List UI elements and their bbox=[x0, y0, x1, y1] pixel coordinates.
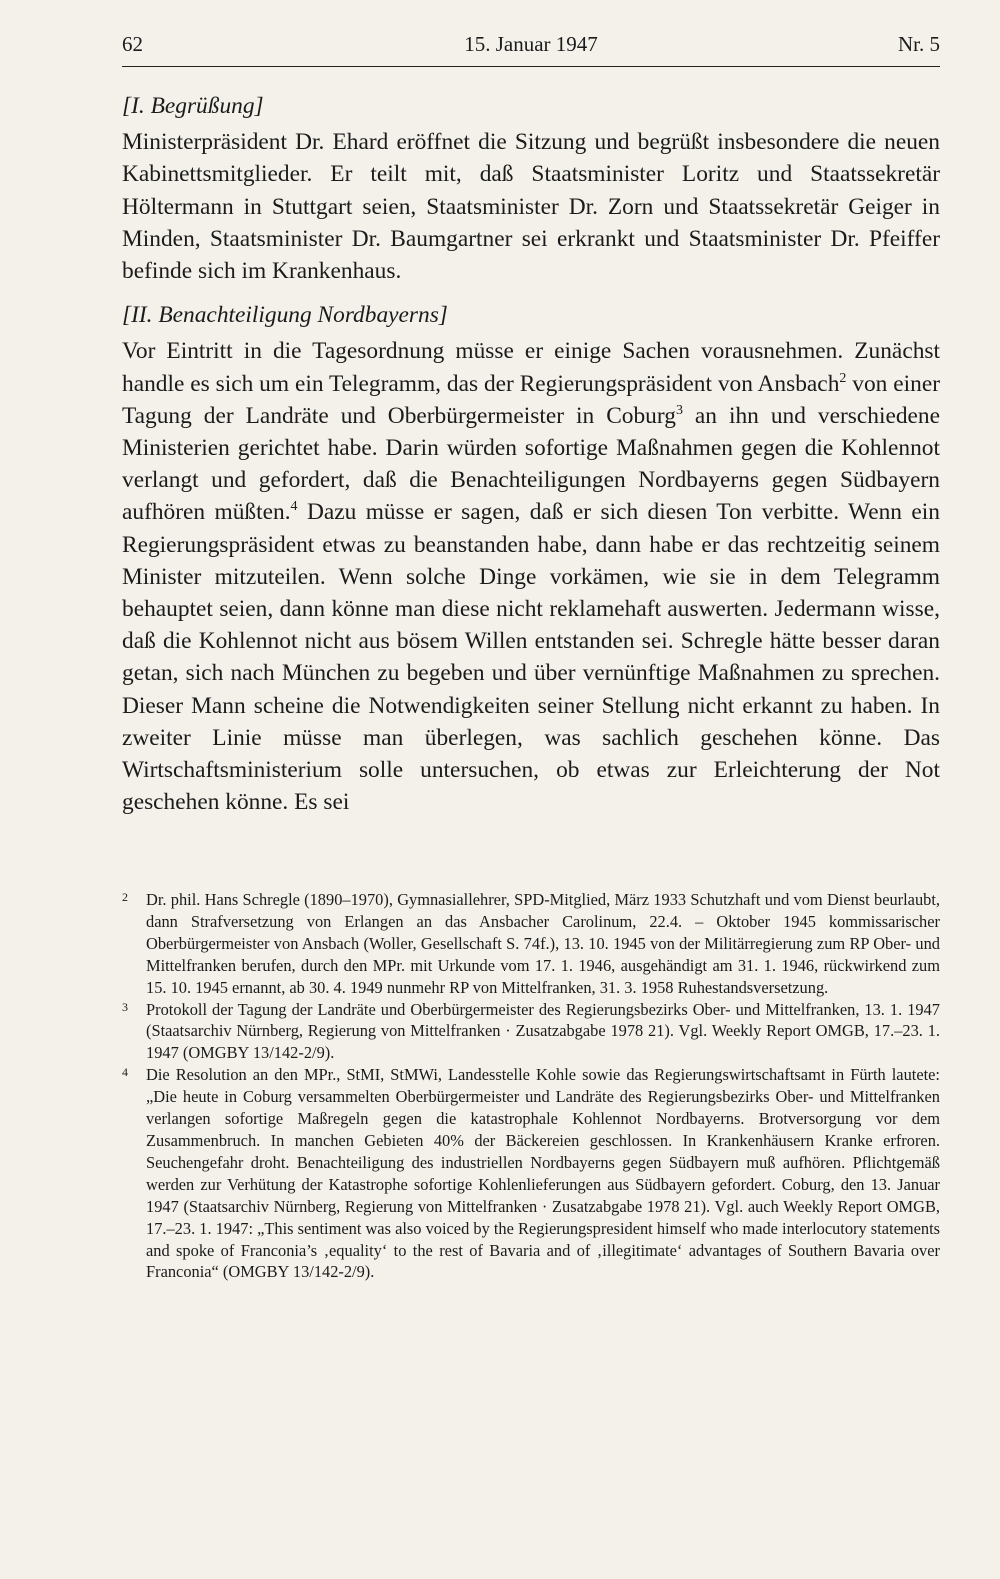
paragraph-text: von einer Tagung der Landräte und Oberbürgermeister in Coburg bbox=[122, 370, 940, 429]
page-header bbox=[122, 28, 940, 64]
footnote-text: Protokoll der Tagung der Landräte und Oberbürgermeister des Regierungsbezirks Ober- und Mittelfranken, 13. 1. 1947 (Staatsarchiv Nürnberg, Regierung von Mittelfranken · Zusatzabgabe 1978 21). Vgl. Weekly Report OMGB, 17.–23. 1. 1947 (OMGBY 13/142-2/9). bbox=[146, 999, 940, 1063]
footnote-number: 2 bbox=[122, 890, 128, 904]
paragraph-text: Vor Eintritt in die Tagesordnung müsse er einige Sachen vorausnehmen. Zunächst handle es sich um ein Telegramm, das der Regierungspräsident von Ansbach bbox=[122, 338, 940, 397]
footnote-3 bbox=[122, 999, 940, 1065]
paragraph-begruessung: Ministerpräsident Dr. Ehard eröffnet die Sitzung und begrüßt insbesondere die neuen Kabinettsmitglieder. Er teilt mit, daß Staatsminister Loritz und Staatssekretär Höltermann in Stuttgart seien, Staatsminister Dr. Zorn und Staatssekretär Geiger in Minden, Staatsminister Dr. Baumgartner sei erkrankt und Staatsminister Dr. Pfeiffer befinde sich im Krankenhaus. bbox=[122, 129, 940, 285]
main-text bbox=[122, 90, 940, 818]
footnotes bbox=[122, 889, 940, 1283]
footnote-ref-4[interactable]: 4 bbox=[290, 499, 298, 515]
paragraph-text: Dazu müsse er sagen, daß er sich diesen Ton verbitte. Wenn ein Regierungspräsident etwas zu beanstanden habe, dann habe er das rechtzeitig seinem Minister mitzuteilen. Wenn solche Dinge vorkämen, wie sie in dem Telegramm behauptet seien, dann könne man diese nicht reklamehaft auswerten. Jedermann wisse, daß die Kohlennot nicht aus bösem Willen entstanden sei. Schregle hätte besser daran getan, sich nach München zu begeben und über vernünftige Maßnahmen zu sprechen. Dieser Mann scheine die Notwendigkeiten seiner Stellung nicht erkannt zu haben. In zweiter Linie müsse man überlegen, was sachlich geschehen könne. Das Wirtschaftsministerium solle untersuchen, ob etwas zur Erleichterung der Not geschehen könne. Es sei bbox=[122, 499, 940, 816]
issue-number: Nr. 5 bbox=[898, 32, 940, 56]
header-date: 15. Januar 1947 bbox=[464, 32, 598, 56]
footnote-text: Die Resolution an den MPr., StMI, StMWi, Landesstelle Kohle sowie das Regierungswirtschaftsamt in Fürth lautete: „Die heute in Coburg versammelten Oberbürgermeister und Landräte des Regierungsbezirks Ober- und Mittelfranken verlangen sofortige Maßregeln gegen die katastrophale Kohlennot Nordbayerns. Brotversorgung vor dem Zusammenbruch. In manchen Gebieten 40% der Bäckereien geschlossen. In Krankenhäusern Kranke erfroren. Seuchengefahr droht. Benachteiligung des industriellen Nordbayerns gegen Südbayern muß aufhören. Pflichtgemäß werden zur Verhütung der Katastrophe sofortige Kohlenlieferungen aus Südbayern gefordert. Coburg, den 13. Januar 1947 (Staatsarchiv Nürnberg, Regierung von Mittelfranken · Zusatzabgabe 1978 21). Vgl. auch Weekly Report OMGB, 17.–23. 1. 1947: „This sentiment was also voiced by the Regierungspresident himself who made interlocutory statements and spoke of Franconia’s ‚equality‘ to the rest of Bavaria and of ‚illegitimate‘ advantages of Southern Bavaria over Franconia“ (OMGBY 13/142-2/9). bbox=[146, 1065, 940, 1282]
footnote-ref-2[interactable]: 2 bbox=[839, 370, 847, 386]
header-rule bbox=[122, 66, 940, 67]
footnote-number: 4 bbox=[122, 1065, 128, 1080]
section-heading-begruessung: [I. Begrüßung] bbox=[122, 93, 264, 119]
footnote-2 bbox=[122, 889, 940, 999]
footnote-text: Dr. phil. Hans Schregle (1890–1970), Gymnasiallehrer, SPD-Mitglied, März 1933 Schutzhaft und vom Dienst beurlaubt, dann Strafversetzung von Erlangen an das Ansbacher Carolinum, 22.4. – Oktober 1945 kommissarischer Oberbürgermeister von Ansbach (Woller, Gesellschaft S. 74f.), 13. 10. 1945 von der Militärregierung zum RP Ober- und Mittelfranken berufen, durch den MPr. mit Urkunde vom 17. 1. 1946, ausgehändigt am 31. 1. 1946, rückwirkend zum 15. 10. 1945 ernannt, ab 30. 4. 1949 nunmehr RP von Mittelfranken, 31. 3. 1958 Ruhestandsversetzung. bbox=[146, 890, 940, 997]
footnote-4 bbox=[122, 1064, 940, 1283]
footnote-number: 3 bbox=[122, 999, 128, 1014]
footnote-ref-3[interactable]: 3 bbox=[675, 402, 683, 418]
section-heading-benachteiligung: [II. Benachteiligung Nordbayerns] bbox=[122, 302, 448, 329]
paragraph-text: an ihn und verschiedene Ministerien gerichtet habe. Darin würden sofortige Maßnahmen gegen die Kohlennot verlangt und gefordert, daß die Benachteiligungen Nordbayerns gegen Südbayern aufhören müßten. bbox=[122, 402, 940, 526]
page-number: 62 bbox=[122, 32, 143, 56]
paragraph-benachteiligung bbox=[122, 335, 940, 818]
